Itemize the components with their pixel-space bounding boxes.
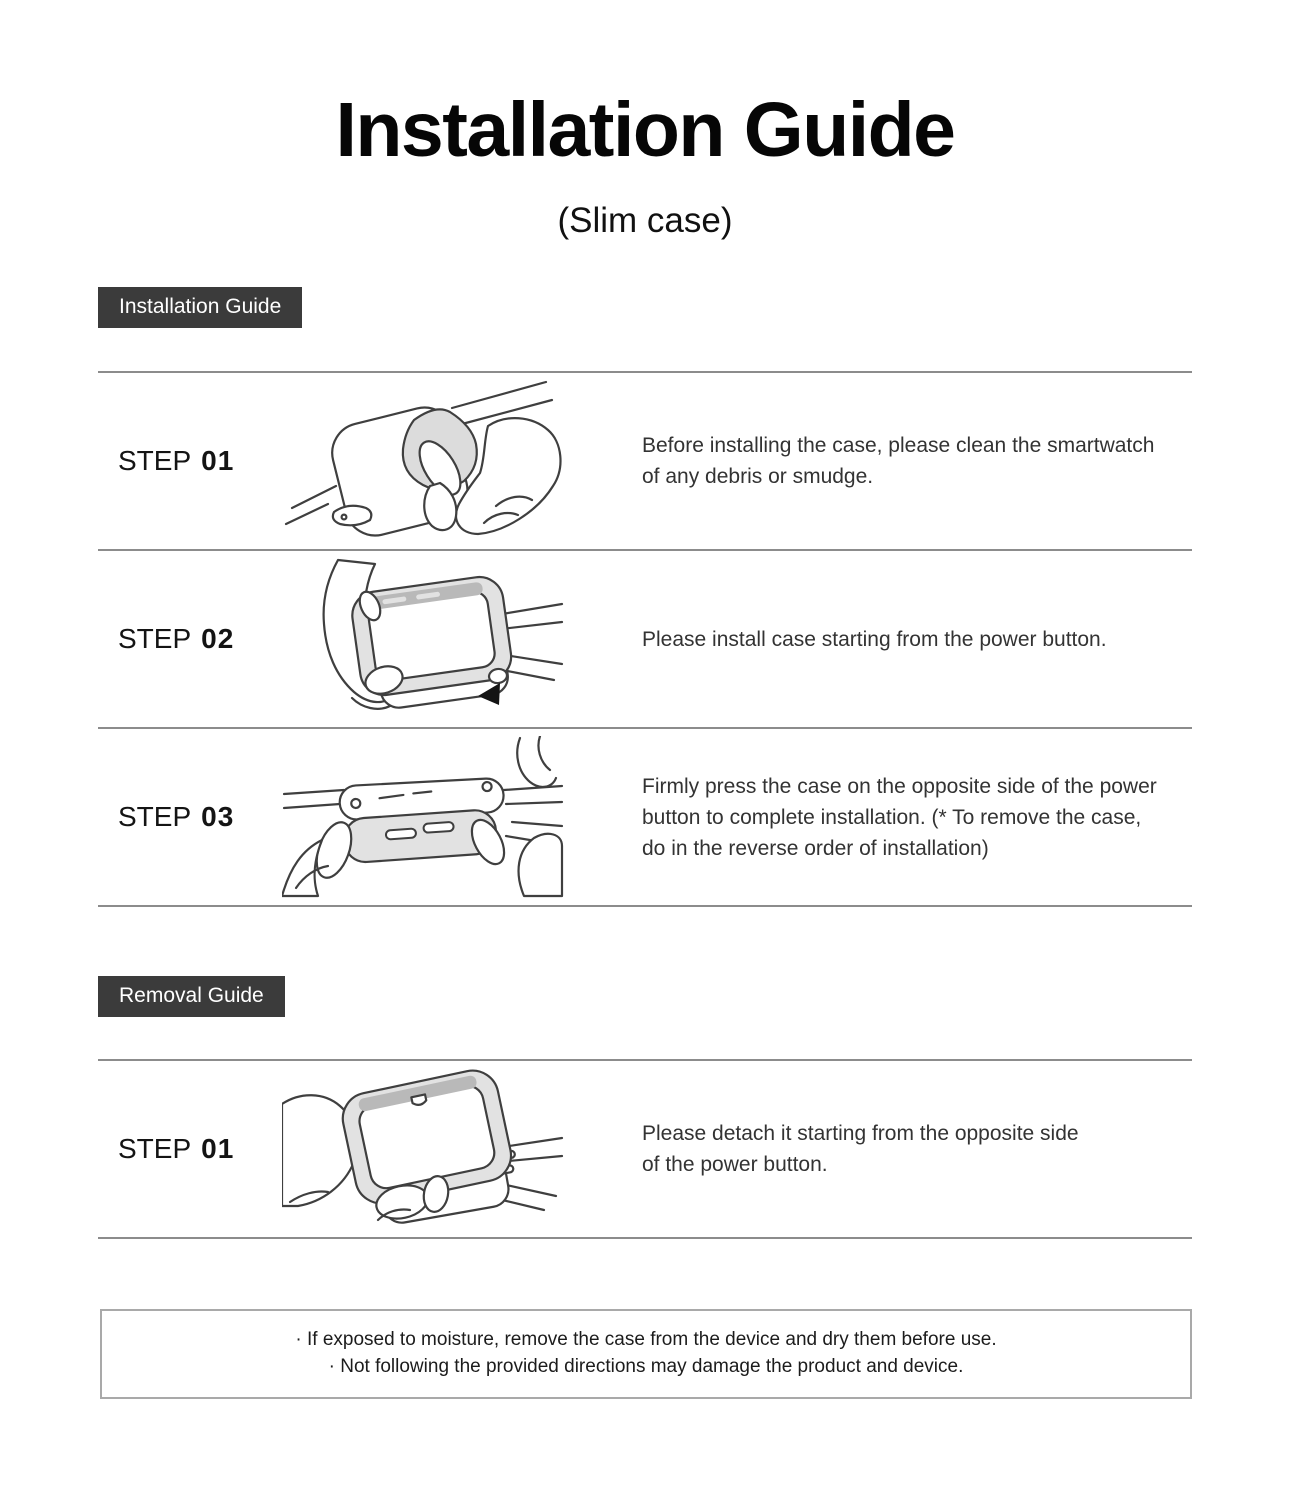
detach-case-illustration [278,1065,570,1233]
step-description [642,624,1107,655]
step-word: STEP [118,445,192,476]
step-number: 01 [201,445,235,476]
description-line: of any debris or smudge. [642,465,874,488]
description-line: do in the reverse order of installation) [642,836,989,860]
wipe-smartwatch-illustration [278,377,570,545]
removal-steps-table [98,1059,1192,1239]
step-label [98,623,278,655]
description-line: Please install case starting from the power button. [642,627,1107,651]
description-line: Before installing the case, please clean the smartwatch [642,434,1155,457]
description-line: of the power button. [642,1153,828,1176]
installation-step-1-row [98,371,1192,549]
step-description [642,430,1154,492]
description-line: button to complete installation. (* To remove the case, [642,805,1142,829]
step-word: STEP [118,1133,192,1164]
page-title: Installation Guide [335,87,955,173]
step-number: 01 [201,1133,235,1164]
step-description [642,1118,1079,1180]
description-line: Firmly press the case on the opposite side of the power [642,774,1157,798]
step-number: 03 [201,801,235,832]
step-word: STEP [118,801,192,832]
page-subtitle: (Slim case) [557,201,733,240]
removal-step-1-row [98,1059,1192,1237]
press-case-illustration [278,733,570,901]
description-line: Please detach it starting from the opposite side [642,1122,1079,1145]
removal-guide-badge: Removal Guide [98,976,285,1017]
installation-step-2-row [98,549,1192,727]
installation-steps-table [98,371,1192,907]
note-line: · Not following the provided directions may damage the product and device. [328,1356,964,1377]
note-line: · If exposed to moisture, remove the case from the device and dry them before use. [295,1329,997,1350]
step-label [98,445,278,477]
install-case-illustration [278,555,570,723]
installation-guide-badge: Installation Guide [98,287,302,328]
installation-step-3-row [98,727,1192,905]
step-number: 02 [201,623,235,654]
step-label [98,801,278,833]
step-label [98,1133,278,1165]
caution-note-box [100,1309,1192,1399]
step-word: STEP [118,623,192,654]
step-description [642,771,1157,864]
